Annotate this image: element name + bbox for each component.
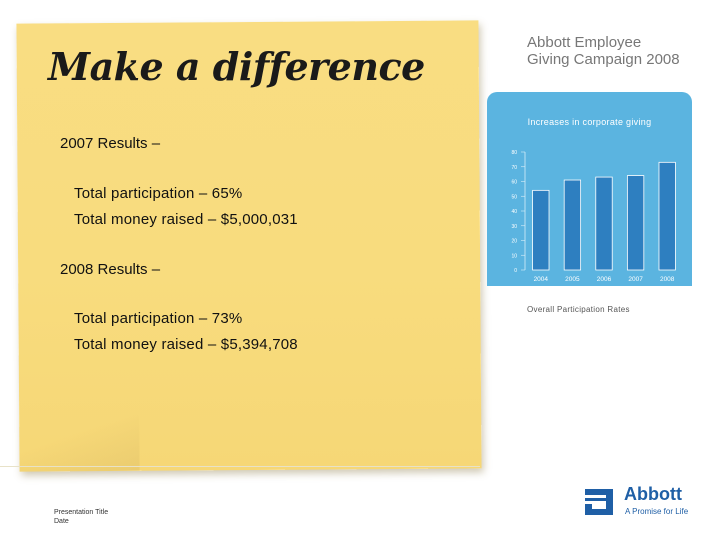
chart-bar-2005 bbox=[564, 180, 580, 270]
results-2008-participation: Total participation – 73% bbox=[74, 310, 243, 327]
chart-bar-2004 bbox=[533, 190, 549, 270]
results-2008-money: Total money raised – $5,394,708 bbox=[74, 336, 298, 353]
presentation-title: Presentation Title bbox=[54, 509, 109, 516]
divider-line bbox=[0, 466, 480, 467]
participation-bar-chart bbox=[487, 92, 692, 286]
chart-x-tick-label: 2008 bbox=[659, 276, 675, 283]
note-curl-shadow bbox=[19, 411, 139, 472]
results-2007-money: Total money raised – $5,000,031 bbox=[74, 211, 298, 228]
chart-y-tick-label: 20 bbox=[511, 238, 517, 245]
abbott-logo-tagline: A Promise for Life bbox=[625, 507, 689, 516]
chart-panel bbox=[487, 92, 692, 286]
chart-y-tick-label: 40 bbox=[511, 209, 517, 215]
chart-bar-2008 bbox=[659, 162, 675, 270]
chart-x-tick-label: 2006 bbox=[596, 276, 612, 283]
chart-title: Increases in corporate giving bbox=[527, 117, 652, 127]
abbott-logo-icon bbox=[582, 487, 616, 517]
results-2007-participation: Total participation – 65% bbox=[74, 185, 243, 202]
chart-caption: Overall Participation Rates bbox=[527, 305, 630, 314]
chart-x-tick-label: 2007 bbox=[628, 276, 643, 283]
chart-bar-2006 bbox=[596, 177, 612, 270]
chart-bar-2007 bbox=[627, 176, 643, 270]
chart-x-tick-label: 2005 bbox=[565, 276, 580, 283]
chart-y-tick-label: 50 bbox=[511, 194, 517, 201]
chart-y-tick-label: 70 bbox=[511, 164, 517, 171]
chart-y-tick-label: 80 bbox=[511, 150, 517, 156]
chart-y-tick-label: 60 bbox=[511, 179, 517, 186]
note-headline: Make a difference bbox=[48, 44, 425, 89]
abbott-logo-word: Abbott bbox=[624, 484, 682, 504]
presentation-date: Date bbox=[54, 518, 69, 525]
footer-info bbox=[54, 508, 108, 526]
chart-y-tick-label: 10 bbox=[511, 253, 517, 260]
campaign-title bbox=[527, 34, 707, 68]
chart-y-tick-label: 0 bbox=[514, 268, 517, 274]
chart-y-tick-label: 30 bbox=[511, 223, 517, 230]
campaign-title-line-1: Abbott Employee bbox=[527, 34, 642, 51]
results-2008-heading: 2008 Results – bbox=[60, 261, 161, 278]
chart-x-tick-label: 2004 bbox=[533, 276, 549, 283]
campaign-title-line-2: Giving Campaign 2008 bbox=[527, 51, 680, 68]
results-2007-heading: 2007 Results – bbox=[60, 135, 161, 152]
